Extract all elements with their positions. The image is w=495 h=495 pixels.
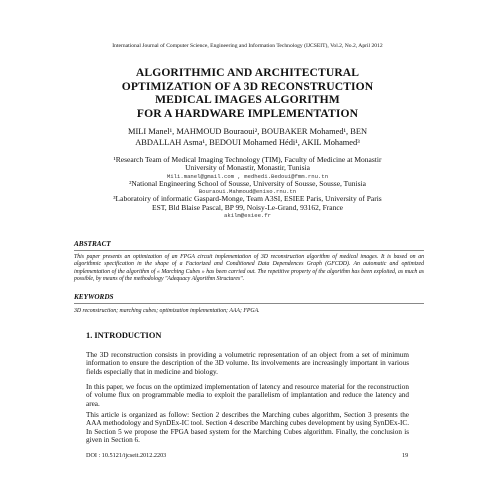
paragraph: This article is organized as follow: Section 2 describes the Marching cubes algorithm, Section 3 presents the AAA methodology and SynDEx-IC tool. Section 4 describe Marching cubes development by using SynDEx-IC. In Section 5 we propose the FPGA based system for the Marching Cubes algorithm. Finally, the conclusion is given in Section 6.	[86, 411, 409, 444]
paragraph: In this paper, we focus on the optimized implementation of latency and resource material for the reconstruction of volume flux on programmable media to exploit the parallelism of implantation and reduce the latency and area.	[86, 383, 409, 408]
keywords-text: 3D reconstruction; marching cubes; optimization implementation; AAA; FPGA.	[74, 308, 260, 314]
keywords-rule	[74, 303, 424, 304]
doi: DOI : 10.5121/ijcseit.2012.2203	[86, 452, 167, 459]
journal-header: International Journal of Computer Science, Engineering and Information Technology (IJCSEIT), Vol.2, No.2, April 2012	[112, 43, 383, 49]
affiliations	[84, 156, 411, 219]
paragraph: The 3D reconstruction consists in providing a volumetric representation of an object from a set of minimum information to ensure the description of the 3D volume. Its involvements are increasingly important in various fields especially that in medicine and biology.	[86, 351, 409, 376]
title-line: MEDICAL IMAGES ALGORITHM	[155, 93, 340, 106]
affiliation-email: akilm@esiee.fr	[224, 212, 271, 220]
affiliation-3	[84, 195, 411, 219]
section-heading: 1. INTRODUCTION	[86, 331, 162, 340]
paper-title	[60, 66, 435, 120]
page-number: 19	[402, 452, 409, 459]
affiliation-email: Mili.manel@gmail.com , medhedi.Bedoui@fmm.rnu.tn	[166, 172, 329, 180]
abstract-rule	[74, 250, 424, 251]
abstract-heading: ABSTRACT	[74, 240, 111, 248]
title-line: FOR A HARDWARE IMPLEMENTATION	[136, 106, 359, 120]
author-line: MILI Manel¹, MAHMOUD Bouraoui², BOUBAKER Mohamed¹, BEN	[128, 127, 367, 136]
author-list	[60, 127, 435, 148]
affiliation-name: ¹Research Team of Medical Imaging Technology (TIM), Faculty of Medicine at Monastir	[113, 155, 382, 164]
affiliation-email: Bouraoui.Mahmoud@eniso.rnu.tn	[198, 188, 297, 196]
affiliation-2	[84, 180, 411, 195]
abstract-text: This paper presents an optimization of an FPGA circuit implementation of 3D reconstruction algorithm of medical images. It is based on an algorithmic specification in the shape of a Factorized and Conditioned Data Dependences Graph (GFCDD). An automatic and optimized implementation of the algorithm of « Marching Cubes » has been carried out. The repetitive property of the algorithm has been exploited, as much as possible, by means of the methodology "Adequacy Algorithm Structures".	[74, 254, 424, 282]
title-line: ALGORITHMIC AND ARCHITECTURAL	[135, 66, 360, 79]
affiliation-address: EST, Bld Blaise Pascal, BP 99, Noisy-Le-Grand, 93162, France	[151, 202, 343, 212]
title-line: OPTIMIZATION OF A 3D RECONSTRUCTION	[121, 79, 374, 93]
affiliation-name: ²National Engineering School of Sousse, University of Sousse, Sousse, Tunisia	[129, 178, 366, 188]
keywords-heading: KEYWORDS	[74, 293, 114, 301]
affiliation-name: ³Laboratoiry of informatic Gaspard-Monge, Team A3SI, ESIEE Paris, University of Paris	[113, 194, 382, 204]
affiliation-address: University of Monastir, Monastir, Tunisia	[185, 163, 310, 173]
affiliation-1	[84, 156, 411, 180]
author-line: ABDALLAH Asma¹, BEDOUI Mohamed Hédi¹, AKIL Mohamed³	[135, 137, 360, 147]
